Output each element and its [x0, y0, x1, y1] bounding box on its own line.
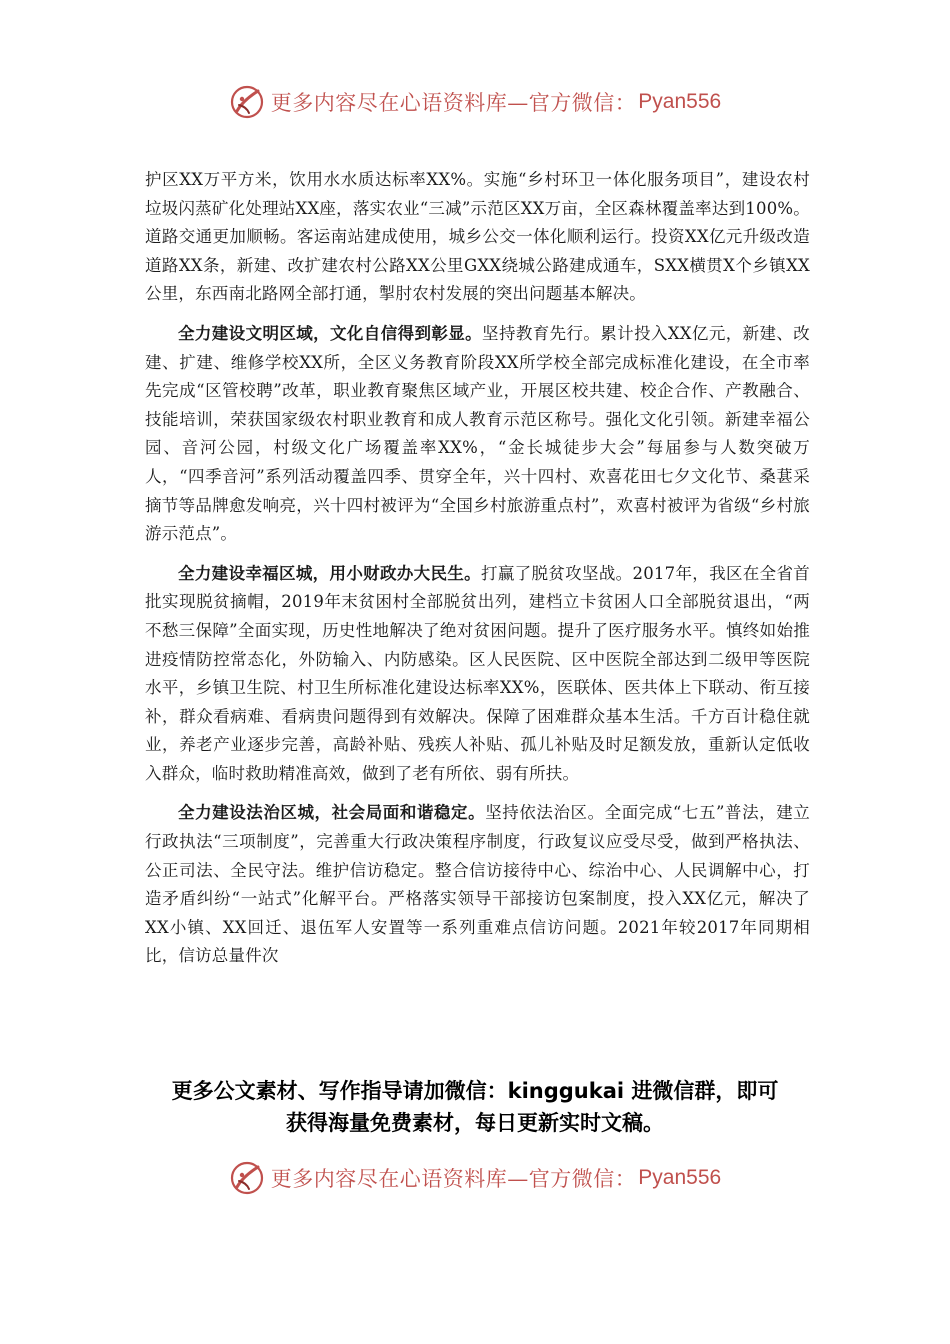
paragraph-civilization-body: 坚持教育先行。累计投入XX亿元，新建、改建、扩建、维修学校XX所，全区义务教育阶段XX所学校全部完成标准化建设，在全市率先完成“区管校聘”改革，职业教育聚焦区域产业，开展区校共建、校企合作、产教融合、技能培训，荣获国家级农村职业教育和成人教育示范区称号。强化文化引领。新建幸福公园、音河公园，村级文化广场覆盖率XX%，“金长城徒步大会”每届参与人数突破万人，“四季音河”系列活动覆盖四季、贯穿全年，兴十四村、欢喜花田七夕文化节、桑葚采摘节等品牌愈发响亮，兴十四村被评为“全国乡村旅游重点村”，欢喜村被评为省级“乡村旅游示范点”。	[145, 323, 810, 544]
brush-logo-icon	[229, 84, 265, 120]
paragraph-rule-of-law-heading: 全力建设法治区城，社会局面和谐稳定。	[178, 803, 486, 823]
promo-line-2: 获得海量免费素材，每日更新实时文稿。	[286, 1111, 664, 1135]
footer-banner-text: 更多内容尽在心语资料库—官方微信：	[270, 1167, 637, 1191]
paragraph-civilization-heading: 全力建设文明区域，文化自信得到彰显。	[178, 323, 483, 343]
paragraph-wellbeing-heading: 全力建设幸福区城，用小财政办大民生。	[178, 563, 482, 583]
footer-banner	[0, 1156, 950, 1200]
paragraph-civilization	[145, 320, 810, 549]
header-banner-wechat-id: Pyan556	[638, 90, 722, 113]
promo-notice	[130, 1075, 820, 1139]
paragraph-rule-of-law-body: 坚持依法治区。全面完成“七五”普法，建立行政执法“三项制度”，完善重大行政决策程序制度，行政复议应受尽受，做到严格执法、公正司法、全民守法。维护信访稳定。整合信访接待中心、综治中心、人民调解中心，打造矛盾纠纷“一站式”化解平台。严格落实领导干部接访包案制度，投入XX亿元，解决了XX小镇、XX回迁、退伍军人安置等一系列重难点信访问题。2021年较2017年同期相比，信访总量件次	[145, 803, 810, 966]
paragraph-rule-of-law	[145, 799, 810, 971]
brush-logo-icon	[229, 1160, 265, 1196]
paragraph-ecology-transport: 护区XX万平方米，饮用水水质达标率XX%。实施“乡村环卫一体化服务项目”，建设农村垃圾闪蒸矿化处理站XX座，落实农业“三减”示范区XX万亩，全区森林覆盖率达到100%。道路交通更加顺畅。客运南站建成使用，城乡公交一体化顺利运行。投资XX亿元升级改造道路XX条，新建、改扩建农村公路XX公里GXX绕城公路建成通车，SXX横贯X个乡镇XX公里，东西南北路网全部打通，掣肘农村发展的突出问题基本解决。	[145, 170, 810, 304]
paragraph-wellbeing	[145, 560, 810, 789]
paragraph-wellbeing-body: 打赢了脱贫攻坚战。2017年，我区在全省首批实现脱贫摘帽，2019年末贫困村全部脱贫出列，建档立卡贫困人口全部脱贫退出，“两不愁三保障”全面实现，历史性地解决了绝对贫困问题。提升了医疗服务水平。慎终如始推进疫情防控常态化，外防输入、内防感染。区人民医院、区中医院全部达到二级甲等医院水平，乡镇卫生院、村卫生所标准化建设达标率XX%，医联体、医共体上下联动、衔互接补，群众看病难、看病贵问题得到有效解决。保障了困难群众基本生活。千方百计稳住就业，养老产业逐步完善，高龄补贴、残疾人补贴、孤儿补贴及时足额发放，重新认定低收入群众，临时救助精准高效，做到了老有所依、弱有所扶。	[145, 563, 810, 783]
promo-line-1: 更多公文素材、写作指导请加微信：kinggukai 进微信群，即可	[171, 1079, 779, 1103]
header-banner	[0, 80, 950, 124]
footer-banner-wechat-id: Pyan556	[638, 1166, 722, 1189]
header-banner-text: 更多内容尽在心语资料库—官方微信：	[270, 91, 637, 115]
document-body	[145, 166, 810, 982]
